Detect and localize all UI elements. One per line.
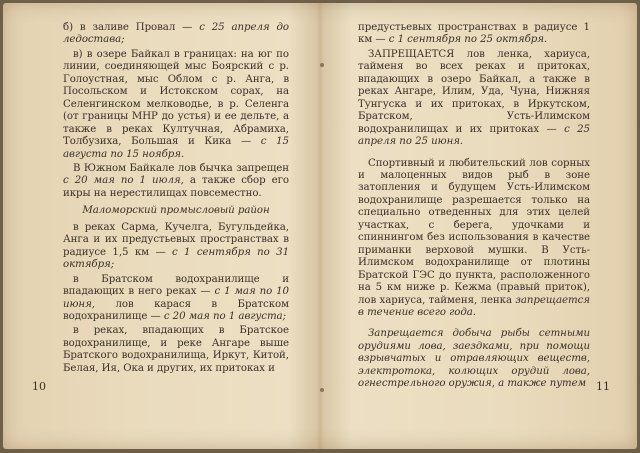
paragraph: ЗАПРЕЩАЕТСЯ лов ленка, хариуса, тайменя во всех реках и притоках, впадающих в озеро Байкал, а также в реках Ангаре, Илим, Уда, Чуна, Нижняя Тунгуска и их притоках, в Иркутском, Братском, Усть-Илимском водохранилищах и их притоках — с 25 апреля по 25 июня. (358, 48, 590, 148)
paragraph: предустьевых пространствах в радиусе 1 км — с 1 сентября по 25 октября. (358, 22, 590, 46)
binding-hole (320, 388, 324, 392)
page-number: 11 (596, 380, 610, 393)
page-number: 10 (32, 380, 46, 393)
paragraph: в реках Сарма, Кучелга, Бугульдейка, Анга и их предустьевых пространствах в радиусе 1,5 км — с 1 сентября по 31 октября; (63, 221, 289, 271)
right-page (358, 22, 590, 391)
paragraph: в реках, впадающих в Братское водохранилище, и реке Ангаре выше Братского водохранилища, Иркут, Китой, Белая, Ия, Ока и других, их притоках и (63, 325, 289, 374)
paragraph: Запрещается добыча рыбы сетными орудиями лова, заездками, при помощи взрывчатых и отравляющих веществ, электротока, колющих орудий лова, огнестрельного оружия, а также путем (358, 328, 590, 390)
binding-hole (320, 63, 324, 67)
section-heading: Маломорский промысловый район (82, 205, 270, 217)
paragraph: Спортивный и любительский лов сорных и малоценных видов рыб в зоне затопления и будущем Усть-Илимском водохранилище разрешается только на специально отведенных для этих целей участках, с берега, удочками и спиннингом без использования в качестве приманки верховой мушки. В Усть-Илимском водохранилище от плотины Братской ГЭС до пункта, расположенного на 5 км ниже р. Кежма (правый приток), лов хариуса, тайменя, ленка запрещается в течение всего года. (358, 157, 590, 318)
paragraph: В Южном Байкале лов бычка запрещен с 20 мая по 1 июля, а также сбор его икры на нерестилищах повсеместно. (63, 162, 289, 199)
left-page (63, 22, 289, 375)
paragraph: б) в заливе Провал — с 25 апреля до ледостава; (63, 22, 289, 46)
paragraph: в) в озере Байкал в границах: на юг по линии, соединяющей мыс Боярский с р. Голоустная, мыс Облом с р. Анга, в Посольском и Истокском сорах, на Селенгинском мелководье, в р. Селенга (от границы МНР до устья) и ее дельте, а также в реках Култучная, Абрамиха, Толбузиха, Большая и Кика — с 15 августа по 15 ноября. (63, 48, 289, 160)
paragraph: в Братском водохранилище и впадающих в него реках — с 1 мая по 10 июня, лов карася в Братском водохранилище — с 20 мая по 1 августа; (63, 273, 289, 322)
